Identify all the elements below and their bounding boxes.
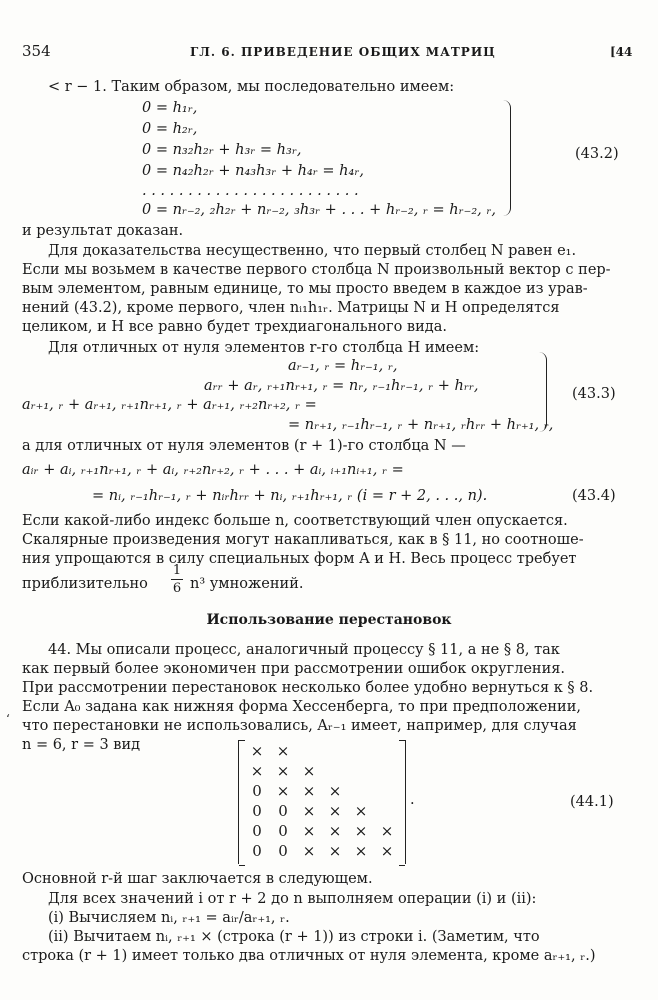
margin-mark: ‘ (6, 712, 10, 726)
text-line: ния упрощаются в силу специальных форм A и H. Весь процесс требует (22, 551, 577, 567)
matrix-cell: × (302, 782, 316, 800)
matrix-cell: × (250, 742, 264, 760)
equation-line: aᵣᵣ + aᵣ, ᵣ₊₁nᵣ₊₁, ᵣ = nᵣ, ᵣ₋₁hᵣ₋₁, ᵣ + hᵣᵣ, (204, 378, 479, 394)
equation-number: (43.4) (572, 488, 616, 504)
matrix-cell: × (250, 762, 264, 780)
matrix-cell: 0 (278, 822, 288, 840)
matrix-cell: 0 (252, 802, 262, 820)
section-ref: [44 (610, 45, 633, 59)
text-line: Для отличных от нуля элементов r-го столбца H имеем: (48, 340, 480, 356)
matrix-cell: × (276, 782, 290, 800)
equation-number: (43.3) (572, 386, 616, 402)
fraction (171, 563, 183, 596)
matrix-cell: × (354, 802, 368, 820)
text-line: n³ умножений. (190, 576, 304, 592)
text-line: При рассмотрении перестановок несколько более удобно вернуться к § 8. (22, 680, 594, 696)
equation-line: 0 = h₂ᵣ, (142, 121, 198, 137)
equation-line: aᵢᵣ + aᵢ, ᵣ₊₁nᵣ₊₁, ᵣ + aᵢ, ᵣ₊₂nᵣ₊₂, ᵣ + . . . + aᵢ, ᵢ₊₁nᵢ₊₁, ᵣ = (22, 462, 404, 478)
matrix-cell: × (276, 742, 290, 760)
text-line: < r − 1. Таким образом, мы последовательно имеем: (48, 79, 455, 95)
matrix-cell: 0 (252, 842, 262, 860)
matrix-cell: 0 (278, 802, 288, 820)
fraction-bar (171, 579, 183, 580)
matrix-cell: × (328, 842, 342, 860)
text-line: (i) Вычисляем nᵢ, ᵣ₊₁ = aᵢᵣ/aᵣ₊₁, ᵣ. (48, 910, 290, 926)
equation-line: 0 = n₃₂h₂ᵣ + h₃ᵣ = h₃ᵣ, (142, 142, 302, 158)
equation-line: . . . . . . . . . . . . . . . . . . . . . . . . (142, 183, 359, 199)
fraction-numerator: 1 (172, 563, 182, 578)
matrix-cell: × (302, 822, 316, 840)
right-brace (536, 352, 547, 432)
matrix-cell: × (302, 802, 316, 820)
equation-number: (43.2) (575, 146, 619, 162)
text-line: Скалярные произведения могут накапливаться, как в § 11, но соотноше- (22, 532, 584, 548)
matrix-cell: × (380, 822, 394, 840)
text-line: Для доказательства несущественно, что первый столбец N равен e₁. (48, 243, 577, 259)
matrix-cell: 0 (252, 782, 262, 800)
equation-line: = nᵣ₊₁, ᵣ₋₁hᵣ₋₁, ᵣ + nᵣ₊₁, ᵣhᵣᵣ + hᵣ₊₁, ᵣ, (288, 417, 554, 433)
text-line: 44. Мы описали процесс, аналогичный процессу § 11, а не § 8, так (48, 642, 560, 658)
text-line: Если мы возьмем в качестве первого столбца N произвольный вектор с пер- (22, 262, 611, 278)
equation-line: 0 = h₁ᵣ, (142, 100, 198, 116)
matrix-cell: × (354, 842, 368, 860)
equation-line: aᵣ₋₁, ᵣ = hᵣ₋₁, ᵣ, (288, 358, 398, 374)
matrix-cell: 0 (278, 842, 288, 860)
text-line: (ii) Вычитаем nᵢ, ᵣ₊₁ × (строка (r + 1)) из строки i. (Заметим, что (48, 929, 540, 945)
text-line: Основной r-й шаг заключается в следующем. (22, 871, 373, 887)
equation-line: aᵣ₊₁, ᵣ + aᵣ₊₁, ᵣ₊₁nᵣ₊₁, ᵣ + aᵣ₊₁, ᵣ₊₂nᵣ₊₂, ᵣ = (22, 397, 317, 413)
text-line: вым элементом, равным единице, то мы просто введем в каждое из урав- (22, 281, 588, 297)
matrix-cell: × (328, 802, 342, 820)
text-line: приблизительно (22, 576, 148, 592)
text-line: строка (r + 1) имеет только два отличных от нуля элемента, кроме aᵣ₊₁, ᵣ.) (22, 948, 596, 964)
equation-line: 0 = nᵣ₋₂, ₂h₂ᵣ + nᵣ₋₂, ₃h₃ᵣ + . . . + hᵣ₋₂, ᵣ = hᵣ₋₂, ᵣ, (142, 202, 497, 218)
matrix-cell: 0 (252, 822, 262, 840)
text-line: как первый более экономичен при рассмотрении ошибок округления. (22, 661, 565, 677)
equation-line: 0 = n₄₂h₂ᵣ + n₄₃h₃ᵣ + h₄ᵣ = h₄ᵣ, (142, 163, 364, 179)
matrix-cell: × (328, 782, 342, 800)
section-heading: Использование перестановок (206, 612, 452, 628)
matrix-cell: × (354, 822, 368, 840)
matrix-cell: × (328, 822, 342, 840)
matrix-cell: × (302, 842, 316, 860)
text-line: целиком, и H все равно будет трехдиагонального вида. (22, 319, 447, 335)
text-line: а для отличных от нуля элементов (r + 1)-го столбца N — (22, 438, 466, 454)
text-line: Если какой-либо индекс больше n, соответствующий член опускается. (22, 513, 568, 529)
text-line: что перестановки не использовались, Aᵣ₋₁ имеет, например, для случая (22, 718, 577, 734)
chapter-title: ГЛ. 6. ПРИВЕДЕНИЕ ОБЩИХ МАТРИЦ (190, 45, 496, 59)
text-line: Для всех значений i от r + 2 до n выполняем операции (i) и (ii): (48, 891, 537, 907)
right-brace (500, 100, 511, 216)
fraction-denominator: 6 (172, 581, 182, 596)
matrix-cell: × (302, 762, 316, 780)
equation-line: = nᵢ, ᵣ₋₁hᵣ₋₁, ᵣ + nᵢᵣhᵣᵣ + nᵢ, ᵣ₊₁hᵣ₊₁, ᵣ (i = r + 2, . . ., n). (92, 488, 488, 504)
text-line: нений (43.2), кроме первого, член nᵢ₁h₁ᵣ. Матрицы N и H определятся (22, 300, 560, 316)
matrix-44-1 (238, 740, 406, 864)
page-number: 354 (22, 42, 51, 60)
period: . (410, 792, 415, 808)
text-line: n = 6, r = 3 вид (22, 737, 141, 753)
matrix-cell: × (380, 842, 394, 860)
equation-number: (44.1) (570, 794, 614, 810)
matrix-cell: × (276, 762, 290, 780)
text-line: Если A₀ задана как нижняя форма Хессенберга, то при предположении, (22, 699, 581, 715)
text-line: и результат доказан. (22, 223, 184, 239)
